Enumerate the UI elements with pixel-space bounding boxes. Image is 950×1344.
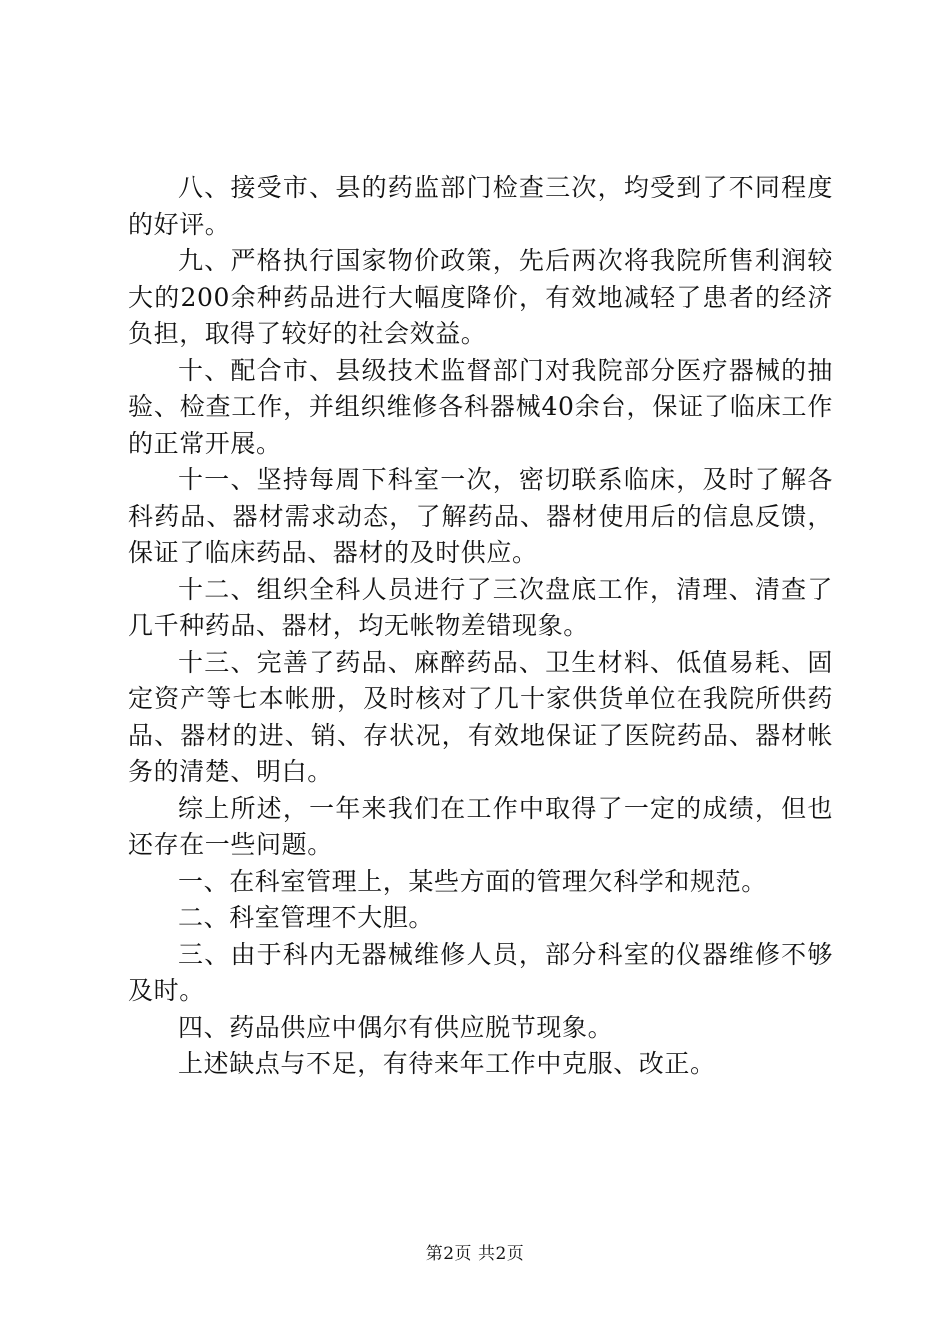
paragraph-summary: 综上所述，一年来我们在工作中取得了一定的成绩，但也还存在一些问题。 (128, 793, 833, 859)
paragraph-9-price-policy: 九、严格执行国家物价政策，先后两次将我院所售利润较大的200余种药品进行大幅度降价，有效地减轻了患者的经济负担，取得了较好的社会效益。 (128, 246, 833, 348)
document-body (128, 170, 833, 1083)
paragraph-issue-1: 一、在科室管理上，某些方面的管理欠科学和规范。 (178, 866, 767, 896)
paragraph-13-ledgers: 十三、完善了药品、麻醉药品、卫生材料、低值易耗、固定资产等七本帐册，及时核对了几十家供货单位在我院所供药品、器材的进、销、存状况，有效地保证了医院药品、器材帐务的清楚、明白。 (128, 647, 833, 786)
paragraph-11-weekly-visits: 十一、坚持每周下科室一次，密切联系临床，及时了解各科药品、器材需求动态，了解药品、器材使用后的信息反馈，保证了临床药品、器材的及时供应。 (128, 465, 833, 567)
paragraph-issue-2: 二、科室管理不大胆。 (178, 903, 435, 932)
paragraph-issue-4: 四、药品供应中偶尔有供应脱节现象。 (178, 1012, 614, 1042)
paragraph-8-inspections: 八、接受市、县的药监部门检查三次，均受到了不同程度的好评。 (128, 173, 833, 239)
paragraph-10-equipment-repair: 十、配合市、县级技术监督部门对我院部分医疗器械的抽验、检查工作，并组织维修各科器械40余台，保证了临床工作的正常开展。 (128, 355, 833, 458)
paragraph-12-stocktaking: 十二、组织全科人员进行了三次盘底工作，清理、清查了几千种药品、器材，均无帐物差错现象。 (128, 574, 833, 640)
paragraph-issue-3: 三、由于科内无器械维修人员，部分科室的仪器维修不够及时。 (128, 939, 833, 1005)
page-footer: 第2页 共2页 (425, 1244, 525, 1264)
paragraph-conclusion: 上述缺点与不足，有待来年工作中克服、改正。 (178, 1049, 716, 1078)
